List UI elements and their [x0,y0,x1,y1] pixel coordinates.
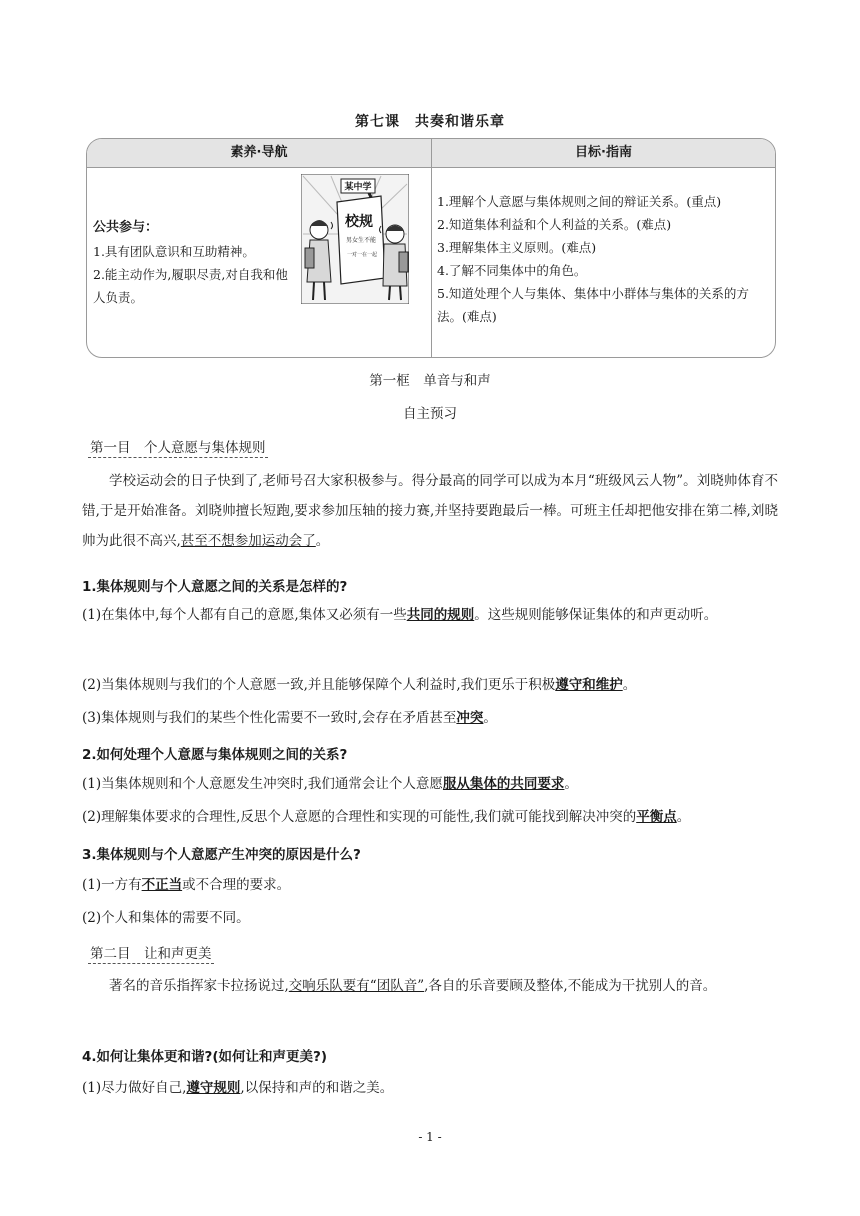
goals-pane [432,168,775,357]
answer-text: 。 [622,677,637,693]
goal-item: 3.理解集体主义原则。(难点) [437,240,597,255]
answer-text: (1)当集体规则和个人意愿发生冲突时,我们通常会让个人意愿 [82,776,443,792]
story-underline: 甚至不想参加运动会了 [180,533,316,549]
answer-text: (1)在集体中,每个人都有自己的意愿,集体又必须有一些 [82,607,407,623]
literacy-item: 2.能主动作为,履职尽责,对自我和他人负责。 [93,267,288,305]
question-heading: 4.如何让集体更和谐?(如何让和声更美?) [82,1049,328,1065]
lesson-title: 第七课 共奏和谐乐章 [355,114,505,130]
answer-text: 。这些规则能够保证集体的和声更动听。 [474,607,718,623]
literacy-header: 素养·导航 [230,145,288,160]
frame-title: 第一框 单音与和声 [369,373,491,389]
answer-line [82,1073,778,1103]
story-paragraph [82,971,778,1001]
board-title: 校规 [345,214,373,230]
answer-line [82,703,778,733]
preview-title: 自主预习 [403,406,457,422]
answer-text: 或不合理的要求。 [182,877,291,893]
answer-line: (2)个人和集体的需要不同。 [82,910,250,926]
answer-text: ,以保持和声的和谐之美。 [240,1080,394,1096]
answer-text: (2)当集体规则与我们的个人意愿一致,并且能够保障个人利益时,我们更乐于积极 [82,677,556,693]
goal-item: 4.了解不同集体中的角色。 [437,263,587,278]
question-heading: 3.集体规则与个人意愿产生冲突的原因是什么? [82,847,361,863]
question-heading: 2.如何处理个人意愿与集体规则之间的关系? [82,747,348,763]
answer-key: 冲突 [456,710,484,726]
board-line: 一对一在一起 [346,252,378,258]
answer-line [82,600,778,630]
answer-text: (1)尽力做好自己, [82,1080,187,1096]
story-text: 著名的音乐指挥家卡拉扬说过, [109,978,289,994]
answer-key: 不正当 [141,877,183,893]
story-text: 。 [315,533,330,549]
answer-key: 服从集体的共同要求 [442,776,565,792]
answer-line [82,769,778,799]
sign-text: 某中学 [344,182,372,193]
overview-table [86,138,776,358]
goal-item: 5.知道处理个人与集体、集体中小群体与集体的关系的方法。(难点) [437,286,749,324]
answer-line [82,802,778,832]
story-paragraph [82,466,778,556]
answer-key: 遵守规则 [186,1080,241,1096]
answer-key: 遵守和维护 [555,677,623,693]
literacy-pane [87,168,431,357]
section-heading: 第二目 让和声更美 [88,942,214,964]
answer-text: (2)理解集体要求的合理性,反思个人意愿的合理性和实现的可能性,我们就可能找到解决冲突的 [82,809,637,825]
school-rules-illustration [301,174,409,304]
section-heading: 第一目 个人意愿与集体规则 [88,436,268,458]
story-text: ,各自的乐音要顾及整体,不能成为干扰别人的音。 [424,978,717,994]
goal-item: 1.理解个人意愿与集体规则之间的辩证关系。(重点) [437,194,722,209]
answer-key: 共同的规则 [406,607,475,623]
answer-text: 。 [564,776,578,792]
answer-text: 。 [483,710,497,726]
story-text: 学校运动会的日子快到了,老师号召大家积极参与。得分最高的同学可以成为本月“班级风云人物”。刘晓帅体育不错,于是开始准备。刘晓帅擅长短跑,要求参加压轴的接力赛,并坚持要跑最后一棒。可班主任却把他安排在第二棒,刘晓帅为此很不高兴, [82,473,778,549]
page-number: - 1 - [418,1130,442,1144]
answer-line [82,670,778,700]
question-heading: 1.集体规则与个人意愿之间的关系是怎样的? [82,579,348,595]
literacy-category: 公共参与： [93,220,159,235]
story-underline: 交响乐队要有“团队音” [288,978,425,994]
answer-text: (1)一方有 [82,877,142,893]
goal-item: 2.知道集体利益和个人利益的关系。(难点) [437,217,672,232]
goals-header: 目标·指南 [575,145,632,160]
answer-line [82,870,778,900]
literacy-item: 1.具有团队意识和互助精神。 [93,244,255,259]
answer-text: 。 [676,809,691,825]
board-line: 男女生不能 [345,237,377,244]
answer-key: 平衡点 [636,809,677,825]
answer-text: (3)集体规则与我们的某些个性化需要不一致时,会存在矛盾甚至 [82,710,457,726]
